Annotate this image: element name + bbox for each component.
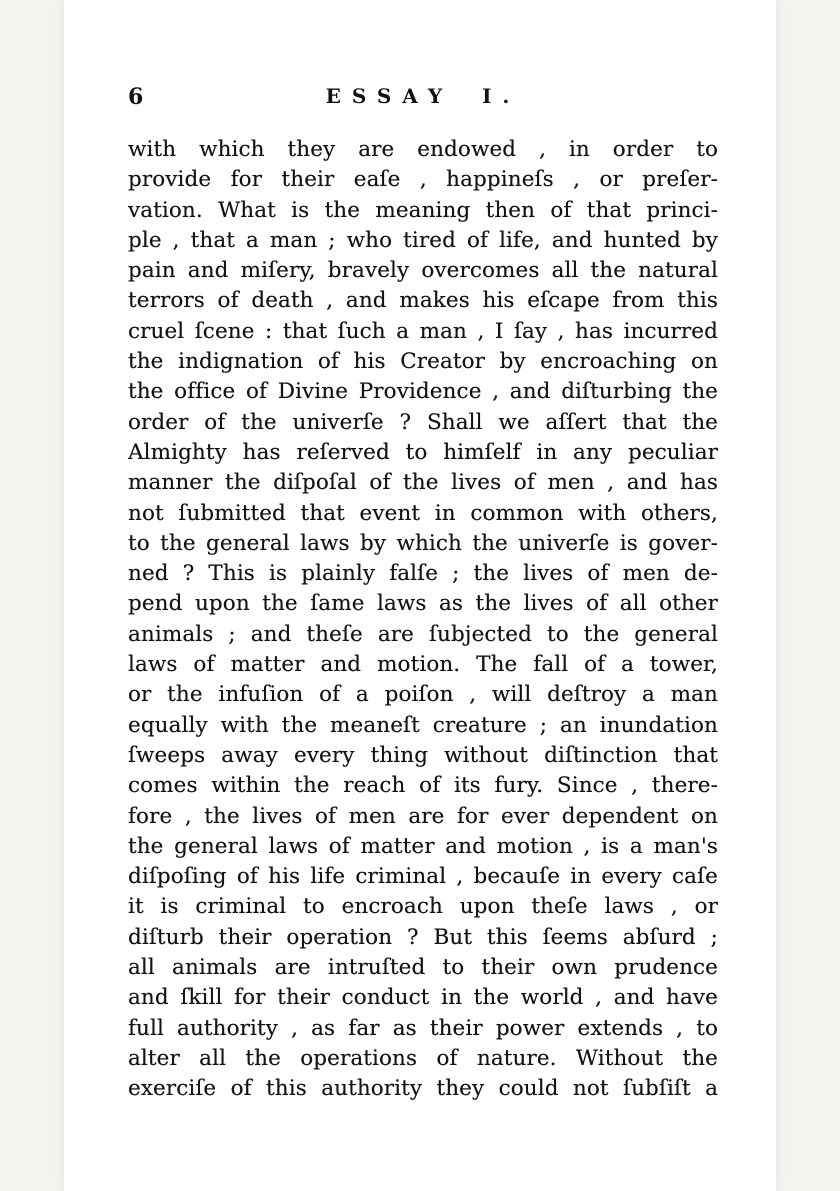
text-line: laws of matter and motion. The fall of a tower,	[128, 652, 718, 678]
text-line: provide for their eaſe , happineſs , or preſer-	[128, 167, 718, 193]
text-line: ple , that a man ; who tired of life, and hunted by	[128, 227, 718, 253]
text-line: exerciſe of this authority they could not ſubſiſt a	[128, 1076, 718, 1102]
text-line: and ſkill for their conduct in the world , and have	[128, 985, 718, 1011]
text-line: the office of Divine Providence , and diſturbing the	[128, 379, 718, 405]
text-line: the general laws of matter and motion , is a man's	[128, 833, 718, 859]
text-line: ned ? This is plainly falſe ; the lives of men de-	[128, 561, 718, 587]
text-line: terrors of death , and makes his eſcape from this	[128, 288, 718, 314]
text-line: pend upon the ſame laws as the lives of all other	[128, 591, 718, 617]
text-line: pain and miſery, bravely overcomes all the natural	[128, 258, 718, 284]
text-line: diſpoſing of his life criminal , becauſe in every caſe	[128, 864, 718, 890]
text-line: Almighty has reſerved to himſelf in any peculiar	[128, 439, 718, 465]
text-line: vation. What is the meaning then of that princi-	[128, 197, 718, 223]
running-header	[128, 84, 718, 110]
text-line: equally with the meaneſt creature ; an inundation	[128, 712, 718, 738]
text-line: full authority , as far as their power extends , to	[128, 1015, 718, 1041]
text-line: the indignation of his Creator by encroaching on	[128, 349, 718, 375]
text-line: alter all the operations of nature. Without the	[128, 1045, 718, 1071]
text-block	[128, 84, 718, 1105]
text-line: order of the univerſe ? Shall we aſſert that the	[128, 409, 718, 435]
text-line: ſweeps away every thing without diſtinction that	[128, 742, 718, 768]
text-line: all animals are intruſted to their own prudence	[128, 955, 718, 981]
text-line: cruel ſcene : that ſuch a man , I ſay , has incurred	[128, 318, 718, 344]
text-line: manner the diſpoſal of the lives of men , and has	[128, 470, 718, 496]
text-line: it is criminal to encroach upon theſe laws , or	[128, 894, 718, 920]
page-surface	[64, 0, 776, 1191]
text-line: to the general laws by which the univerſe is gover-	[128, 530, 718, 556]
text-line: animals ; and theſe are ſubjected to the general	[128, 621, 718, 647]
body-text	[128, 135, 718, 1105]
page-number: 6	[128, 84, 145, 110]
text-line: diſturb their operation ? But this ſeems abſurd ;	[128, 924, 718, 950]
text-line: fore , the lives of men are for ever dependent on	[128, 803, 718, 829]
text-line: not ſubmitted that event in common with others,	[128, 500, 718, 526]
text-line: with which they are endowed , in order to	[128, 137, 718, 162]
text-line: or the infuſion of a poiſon , will deſtroy a man	[128, 682, 718, 708]
running-title: ESSAY I.	[325, 84, 521, 108]
text-line: comes within the reach of its fury. Since , there-	[128, 773, 718, 799]
